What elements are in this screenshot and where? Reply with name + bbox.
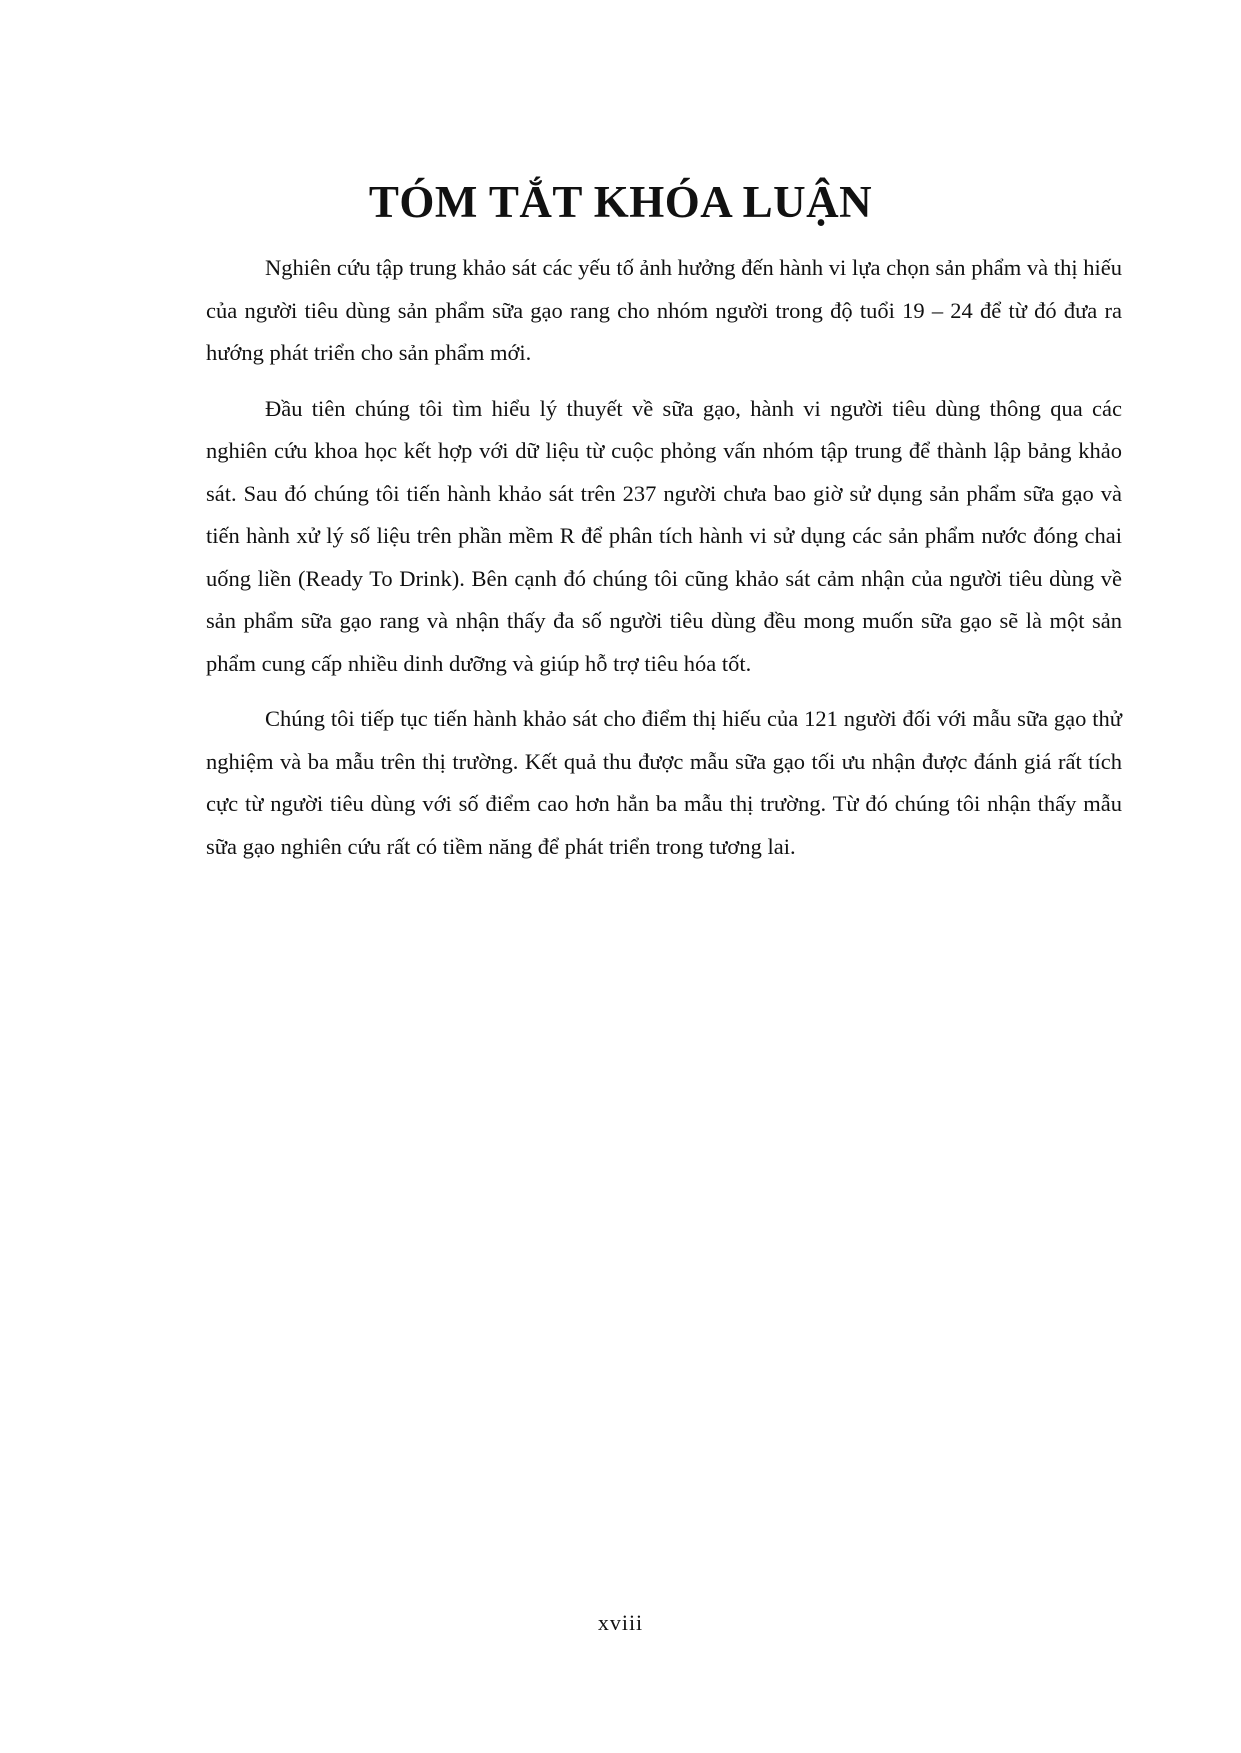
page-title: TÓM TẮT KHÓA LUẬN <box>368 177 873 227</box>
page-number: xviii <box>597 1610 644 1635</box>
paragraph-1: Nghiên cứu tập trung khảo sát các yếu tố ảnh hưởng đến hành vi lựa chọn sản phẩm và thị hiếu của người tiêu dùng sản phẩm sữa gạo rang cho nhóm người trong độ tuổi 19 – 24 để từ đó đưa ra hướng phát triển cho sản phẩm mới. <box>206 255 1122 365</box>
abstract-body <box>206 247 1122 881</box>
paragraph-3: Chúng tôi tiếp tục tiến hành khảo sát cho điểm thị hiếu của 121 người đối với mẫu sữa gạo thử nghiệm và ba mẫu trên thị trường. Kết quả thu được mẫu sữa gạo tối ưu nhận được đánh giá rất tích cực từ người tiêu dùng với số điểm cao hơn hẳn ba mẫu thị trường. Từ đó chúng tôi nhận thấy mẫu sữa gạo nghiên cứu rất có tiềm năng để phát triển trong tương lai. <box>206 706 1122 859</box>
paragraph-2: Đầu tiên chúng tôi tìm hiểu lý thuyết về sữa gạo, hành vi người tiêu dùng thông qua các nghiên cứu khoa học kết hợp với dữ liệu từ cuộc phỏng vấn nhóm tập trung để thành lập bảng khảo sát. Sau đó chúng tôi tiến hành khảo sát trên 237 người chưa bao giờ sử dụng sản phẩm sữa gạo và tiến hành xử lý số liệu trên phần mềm R để phân tích hành vi sử dụng các sản phẩm nước đóng chai uống liền (Ready To Drink). Bên cạnh đó chúng tôi cũng khảo sát cảm nhận của người tiêu dùng về sản phẩm sữa gạo rang và nhận thấy đa số người tiêu dùng đều mong muốn sữa gạo sẽ là một sản phẩm cung cấp nhiều dinh dưỡng và giúp hỗ trợ tiêu hóa tốt. <box>206 395 1122 676</box>
